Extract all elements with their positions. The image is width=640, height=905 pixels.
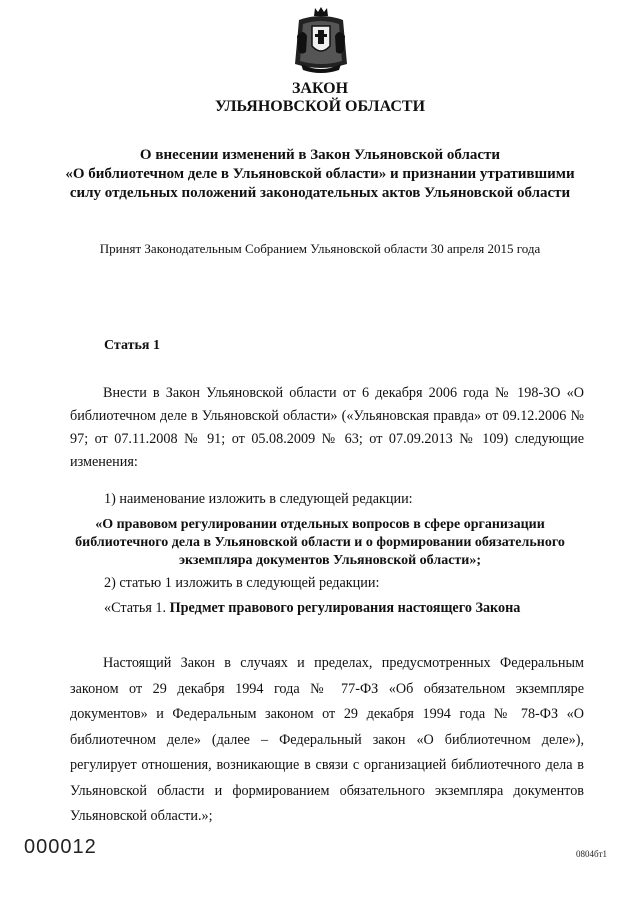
law-title	[0, 80, 640, 116]
new-title-line3: экземпляра документов Ульяновской области»;	[178, 553, 482, 568]
document-code: 0804бт1	[576, 849, 608, 859]
new-title-line1: «О правовом регулировании отдельных вопросов в сфере организации	[95, 517, 545, 532]
law-title-line2: УЛЬЯНОВСКОЙ ОБЛАСТИ	[214, 98, 426, 115]
item-1: 1) наименование изложить в следующей редакции:	[104, 491, 413, 507]
law-title-line1: ЗАКОН	[291, 80, 349, 97]
page-number: 000012	[24, 836, 97, 858]
law-subtitle	[0, 146, 640, 203]
subtitle-line2: «О библиотечном деле в Ульяновской области» и признании утратившими	[65, 166, 575, 182]
quoted-article-body: Настоящий Закон в случаях и пределах, предусмотренных Федеральным законом от 29 декабря 1994 года № 77-ФЗ «Об обязательном экземпляре документов» и Федеральным законом от 29 декабря 1994 года № 78-ФЗ «О библиотечном деле» (далее – Федеральный закон «О библиотечном деле»), регулирует отношения, возникающие в связи с организацией библиотечного дела в Ульяновской области и формированием обязательного экземпляра документов Ульяновской области.»;	[70, 655, 584, 824]
item-2: 2) статью 1 изложить в следующей редакции:	[104, 575, 380, 591]
article-intro-paragraph: Внести в Закон Ульяновской области от 6 декабря 2006 года № 198-ЗО «О библиотечном деле в Ульяновской области» («Ульяновская правда» от 09.12.2006 № 97; от 07.11.2008 № 91; от 05.08.2009 № 63; от 07.09.2013 № 109) следующие изменения:	[70, 385, 584, 470]
new-title-block	[0, 516, 640, 570]
adoption-note: Принят Законодательным Собранием Ульяновской области 30 апреля 2015 года	[99, 241, 541, 256]
coat-of-arms-icon	[293, 6, 349, 74]
new-title-line2: библиотечного дела в Ульяновской области и о формировании обязательного	[75, 535, 565, 550]
subtitle-line1: О внесении изменений в Закон Ульяновской области	[139, 147, 501, 163]
subtitle-line3: силу отдельных положений законодательных актов Ульяновской области	[69, 185, 571, 201]
quoted-article-title: Предмет правового регулирования настоящего Закона	[169, 600, 521, 616]
article-heading: Статья 1	[104, 338, 160, 353]
quoted-article-prefix: «Статья 1.	[104, 600, 170, 616]
quoted-article-heading	[104, 600, 520, 617]
